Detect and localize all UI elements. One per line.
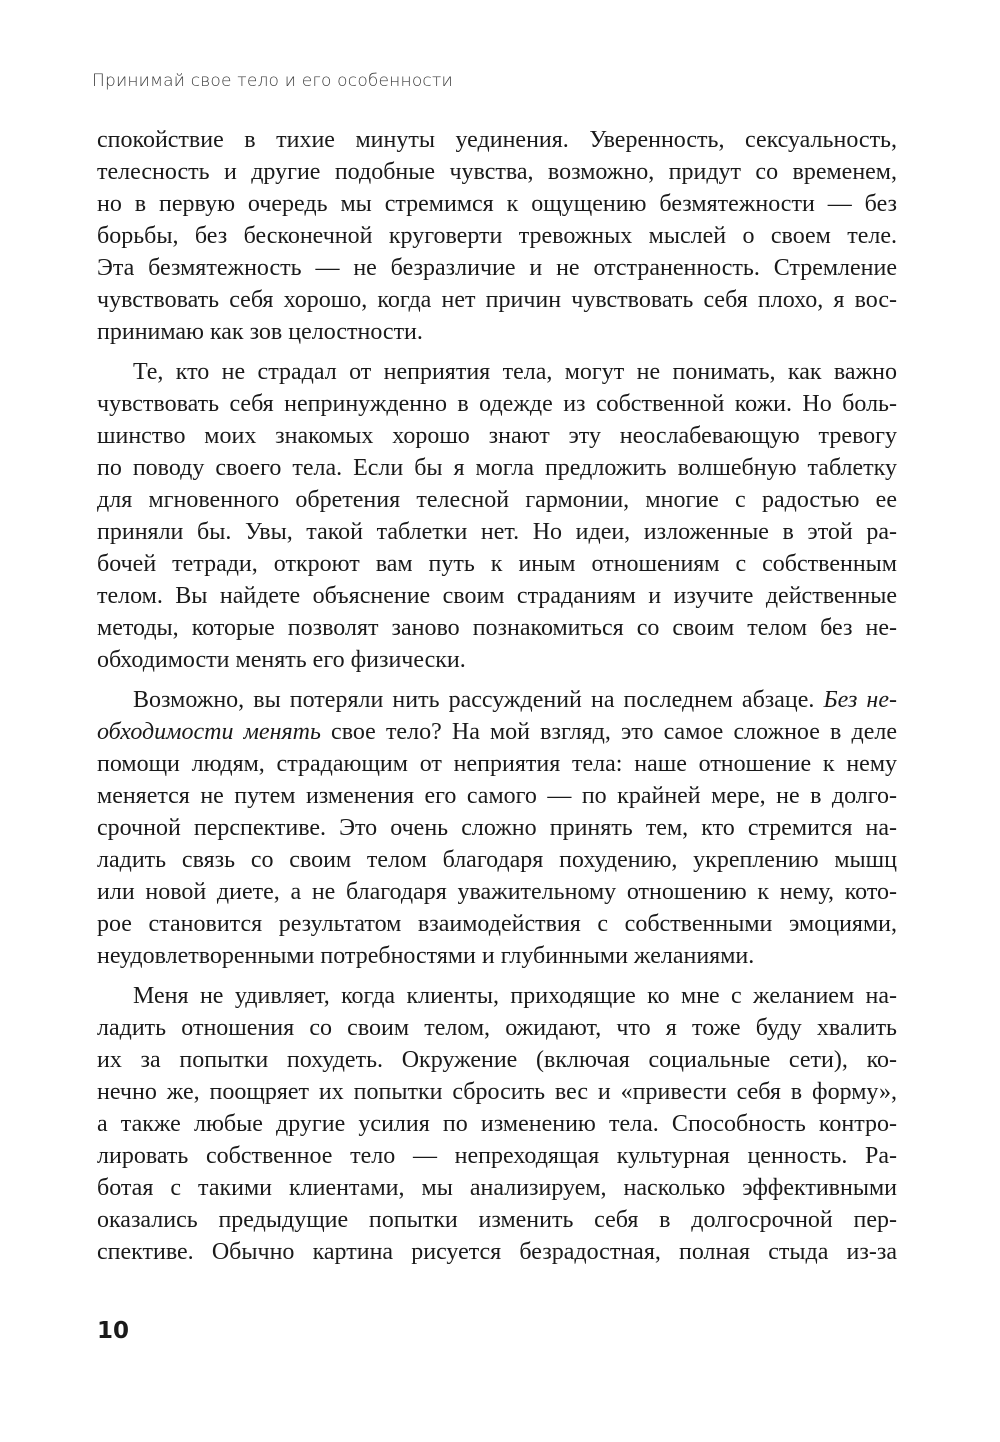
text-line: чувствовать себя хорошо, когда нет причин чувствовать себя плохо, я вос- — [97, 287, 897, 313]
paragraph-2 — [97, 356, 897, 676]
paragraph-4 — [97, 980, 897, 1268]
text-line: Меня не удивляет, когда клиенты, приходящие ко мне с желанием на- — [133, 983, 897, 1009]
text-line: приняли бы. Увы, такой таблетки нет. Но идеи, изложенные в этой ра- — [97, 519, 897, 545]
text-line: помощи людям, страдающим от неприятия тела: наше отношение к нему — [97, 751, 897, 777]
running-head: Принимай свое тело и его особенности — [92, 71, 453, 91]
text-line: по поводу своего тела. Если бы я могла предложить волшебную таблетку — [97, 455, 897, 481]
text-line: принимаю как зов целостности. — [97, 319, 423, 345]
text-line: телесность и другие подобные чувства, возможно, придут со временем, — [97, 159, 897, 185]
text-line: ботая с такими клиентами, мы анализируем, насколько эффективными — [97, 1175, 897, 1201]
paragraph-3 — [97, 684, 897, 972]
text-line: оказались предыдущие попытки изменить себя в долгосрочной пер- — [97, 1207, 897, 1233]
text-line: Те, кто не страдал от неприятия тела, могут не понимать, как важно — [133, 359, 897, 385]
text-line: борьбы, без бесконечной круговерти тревожных мыслей о своем теле. — [97, 223, 897, 249]
text-line: меняется не путем изменения его самого — по крайней мере, не в долго- — [97, 783, 897, 809]
paragraph-1 — [97, 124, 897, 348]
text-fragment: свое тело? На мой взгляд, это самое сложное в деле — [320, 719, 897, 745]
body-text — [97, 124, 897, 1268]
text-line: но в первую очередь мы стремимся к ощущению безмятежности — без — [97, 191, 897, 217]
text-line — [97, 716, 897, 748]
text-line: а также любые другие усилия по изменению тела. Способность контро- — [97, 1111, 897, 1137]
text-line: ладить связь со своим телом благодаря похудению, укреплению мышц — [97, 847, 897, 873]
text-line: чувствовать себя непринужденно в одежде из собственной кожи. Но боль- — [97, 391, 897, 417]
text-line: неудовлетворенными потребностями и глубинными желаниями. — [97, 943, 755, 969]
text-line: методы, которые позволят заново познакомиться со своим телом без не- — [97, 615, 897, 641]
text-line: для мгновенного обретения телесной гармонии, многие с радостью ее — [97, 487, 897, 513]
text-line: лировать собственное тело — непреходящая культурная ценность. Ра- — [97, 1143, 897, 1169]
text-line: бочей тетради, откроют вам путь к иным отношениям с собственным — [97, 551, 897, 577]
text-line: или новой диете, а не благодаря уважительному отношению к нему, кото- — [97, 879, 897, 905]
text-fragment: Возможно, вы потеряли нить рассуждений на последнем абзаце. — [133, 687, 824, 713]
italic-emphasis: обходимости менять — [97, 719, 321, 745]
text-line — [97, 684, 897, 716]
text-line: спокойствие в тихие минуты уединения. Уверенность, сексуальность, — [97, 127, 897, 153]
text-line: шинство моих знакомых хорошо знают эту неослабевающую тревогу — [97, 423, 897, 449]
italic-emphasis: Без не- — [823, 687, 897, 713]
text-line: спективе. Обычно картина рисуется безрадостная, полная стыда из-за — [97, 1239, 897, 1265]
text-line: ладить отношения со своим телом, ожидают, что я тоже буду хвалить — [97, 1015, 897, 1041]
text-line: рое становится результатом взаимодействия с собственными эмоциями, — [97, 911, 897, 937]
text-line: нечно же, поощряет их попытки сбросить вес и «привести себя в форму», — [97, 1079, 897, 1105]
text-line: их за попытки похудеть. Окружение (включая социальные сети), ко- — [97, 1047, 897, 1073]
text-line: обходимости менять его физически. — [97, 647, 466, 673]
page-number: 10 — [97, 1318, 130, 1344]
text-line: срочной перспективе. Это очень сложно принять тем, кто стремится на- — [97, 815, 897, 841]
text-line: Эта безмятежность — не безразличие и не отстраненность. Стремление — [97, 255, 897, 281]
text-line: телом. Вы найдете объяснение своим страданиям и изучите действенные — [97, 583, 897, 609]
